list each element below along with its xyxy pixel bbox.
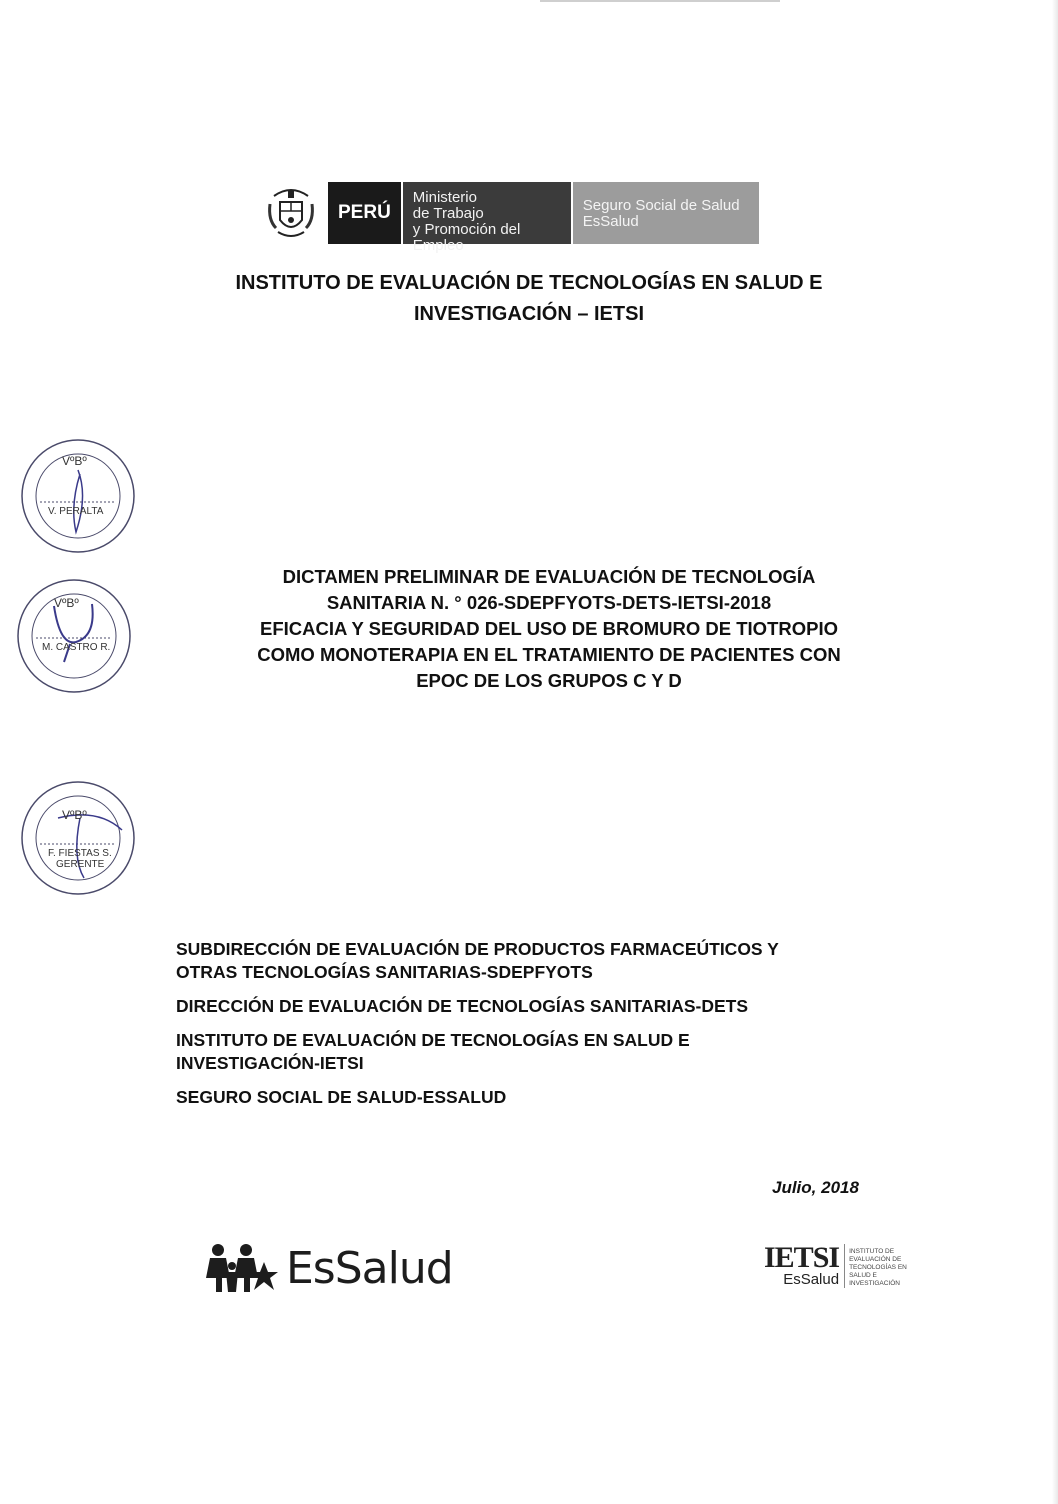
stamp-seal-icon bbox=[18, 778, 138, 898]
ietsi-description: INSTITUTO DE EVALUACIÓN DE TECNOLOGÍAS EN SALUD E INVESTIGACIÓN bbox=[844, 1244, 911, 1288]
ietsi-logo bbox=[764, 1241, 911, 1288]
org-dets: DIRECCIÓN DE EVALUACIÓN DE TECNOLOGÍAS SANITARIAS-DETS bbox=[176, 996, 749, 1016]
ministry-label: Ministerio de Trabajo y Promoción del Empleo bbox=[401, 182, 571, 244]
org-sdepfyots: SUBDIRECCIÓN DE EVALUACIÓN DE PRODUCTOS FARMACEÚTICOS Y OTRAS TECNOLOGÍAS SANITARIAS-SDEPFYOTS bbox=[176, 939, 779, 982]
agency-label: Seguro Social de Salud EsSalud bbox=[571, 182, 759, 244]
peru-label: PERÚ bbox=[328, 182, 401, 244]
org-essalud: SEGURO SOCIAL DE SALUD-ESSALUD bbox=[176, 1087, 507, 1107]
organizations-list bbox=[176, 938, 896, 1120]
approval-stamp-castro: VºBº M. CASTRO R. bbox=[14, 576, 134, 696]
government-header bbox=[266, 182, 759, 254]
ietsi-subtitle: EsSalud bbox=[783, 1271, 840, 1288]
family-figures-icon bbox=[206, 1242, 282, 1294]
essalud-logo bbox=[206, 1238, 453, 1298]
approval-stamp-fiestas: VºBº F. FIESTAS S. GERENTE bbox=[18, 778, 138, 898]
document-date: Julio, 2018 bbox=[772, 1178, 859, 1197]
coat-of-arms-icon bbox=[266, 182, 316, 244]
scan-edge bbox=[1052, 0, 1058, 1504]
document-title: DICTAMEN PRELIMINAR DE EVALUACIÓN DE TECNOLOGÍA SANITARIA N. ° 026-SDEPFYOTS-DETS-IETSI-2018 EFICACIA Y SEGURIDAD DEL USO DE BROMURO DE TIOTROPIO COMO MONOTERAPIA EN EL TRATAMIENTO DE PACIENTES CON EPOC DE LOS GRUPOS C Y D bbox=[257, 566, 841, 691]
org-ietsi: INSTITUTO DE EVALUACIÓN DE TECNOLOGÍAS EN SALUD E INVESTIGACIÓN-IETSI bbox=[176, 1030, 690, 1073]
essalud-wordmark: EsSalud bbox=[286, 1242, 453, 1294]
approval-stamp-peralta: VºBº V. PERALTA bbox=[18, 436, 138, 556]
ietsi-wordmark: IETSI bbox=[764, 1241, 840, 1274]
stamp-seal-icon bbox=[14, 576, 134, 696]
scan-artifact bbox=[540, 0, 780, 2]
institute-title: INSTITUTO DE EVALUACIÓN DE TECNOLOGÍAS EN SALUD E INVESTIGACIÓN – IETSI bbox=[235, 272, 823, 325]
